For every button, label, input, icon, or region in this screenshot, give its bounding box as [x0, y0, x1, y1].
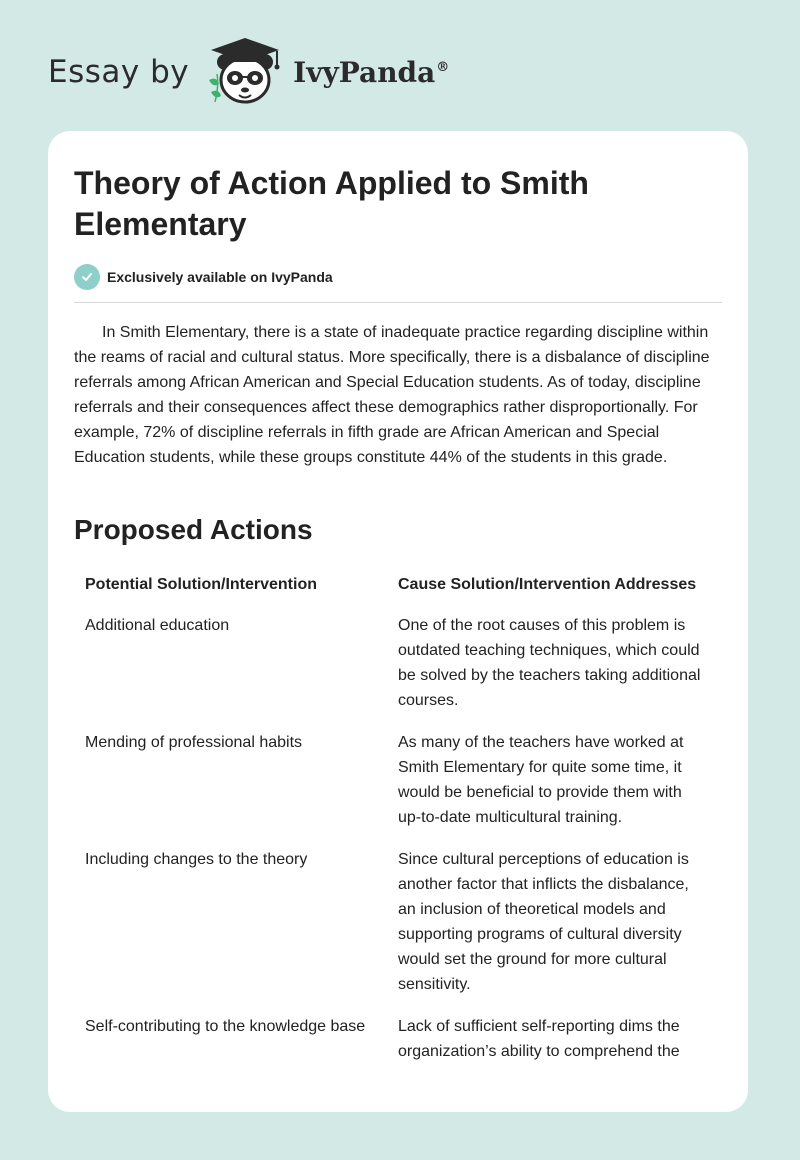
- table-cell: Since cultural perceptions of education is another factor that inflicts the disbalance, an inclusion of theoretical models and supporting programs of cultural diversity would set the ground for more cultural sensitivity.: [398, 851, 689, 993]
- table-row: [74, 1014, 722, 1081]
- table-row: [74, 613, 722, 730]
- brand-name: IvyPanda®: [293, 55, 450, 89]
- table-cell: One of the root causes of this problem is outdated teaching techniques, which could be solved by the teachers taking additional courses.: [398, 617, 701, 709]
- table-cell: Additional education: [85, 617, 230, 634]
- exclusive-label: Exclusively available on IvyPanda: [107, 269, 333, 285]
- table-header-cell: Cause Solution/Intervention Addresses: [398, 576, 697, 593]
- exclusive-badge: [74, 264, 333, 290]
- essay-card: [48, 131, 748, 1112]
- check-icon: [74, 264, 100, 290]
- section-heading: Proposed Actions: [74, 514, 313, 545]
- brand-prefix: Essay by: [48, 54, 190, 90]
- intro-paragraph: In Smith Elementary, there is a state of inadequate practice regarding discipline within the reams of racial and cultural status. More specifically, there is a disbalance of discipline referrals among African American and Special Education students. As of today, discipline referrals and their consequences affect these demographics rather disproportionally. For example, 72% of discipline referrals in fifth grade are African American and Special Education students, while these groups constitute 44% of the students in this grade.: [74, 324, 710, 466]
- table-cell: Mending of professional habits: [85, 734, 303, 751]
- panda-logo-icon: [203, 36, 287, 108]
- table-cell: Including changes to the theory: [85, 851, 308, 868]
- table-row: [74, 730, 722, 847]
- table-cell: Lack of sufficient self-reporting dims the organization’s ability to comprehend the: [398, 1018, 680, 1060]
- table-cell: As many of the teachers have worked at Smith Elementary for quite some time, it would be beneficial to provide them with up-to-date multicultural training.: [398, 734, 684, 826]
- actions-table: [74, 572, 722, 1081]
- divider: [74, 302, 722, 303]
- table-row: [74, 847, 722, 1014]
- table-header-cell: Potential Solution/Intervention: [85, 576, 317, 593]
- page-title: Theory of Action Applied to Smith Elementary: [74, 165, 589, 242]
- table-cell: Self-contributing to the knowledge base: [85, 1018, 366, 1035]
- brand-logo[interactable]: [48, 36, 449, 108]
- table-header-row: [74, 572, 722, 613]
